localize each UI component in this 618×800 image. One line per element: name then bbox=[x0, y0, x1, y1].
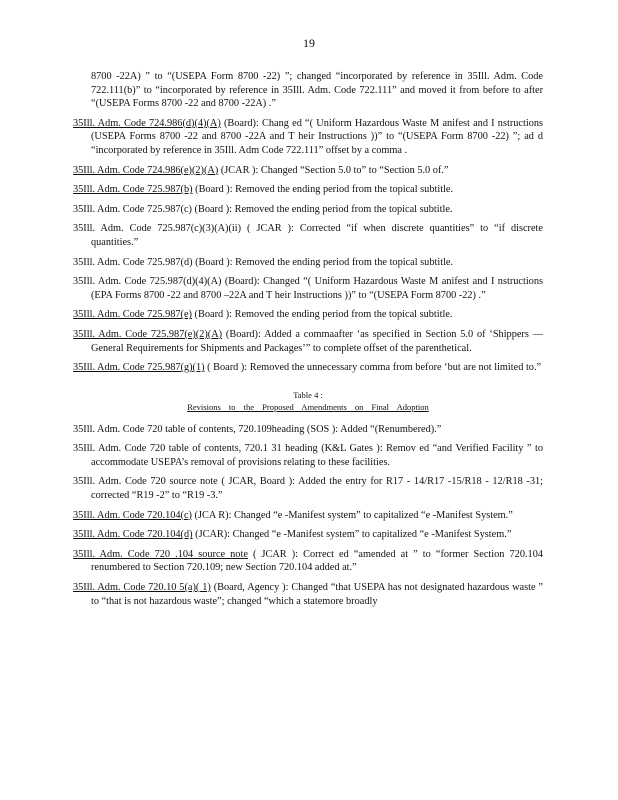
entry bbox=[73, 528, 543, 542]
entry-text: 35Ill. Adm. Code 725.987(d) (Board ): Removed the ending period from the topical subtitle. bbox=[73, 256, 454, 268]
entry-text: 35Ill. Adm. Code 725.987(c) (Board ): Removed the ending period from the topical subtitle. bbox=[73, 203, 453, 215]
continuation-paragraph: 8700 -22A) ” to “(USEPA Form 8700 -22) ”; changed “incorporated by reference in 35Ill. Adm. Code 722.111(b)” to “incorporated by reference in 35Ill. Adm. Code 722.111” and moved it from before to after “(USEPA Forms 8700 -22 and 8700 -22A) .” bbox=[91, 71, 543, 110]
entry bbox=[73, 117, 543, 158]
entry-text: (JCA R): Changed “e -Manifest system” to capitalized “e -Manifest System.” bbox=[191, 509, 513, 521]
entry-text: ( JCAR ): Correct ed “amended at ” to “former Section 720.104 renumbered to Section 720.109; new Section 720.104 added at.” bbox=[91, 548, 543, 574]
entry-text: (JCAR): Changed “e -Manifest system” to capitalized “e -Manifest System.” bbox=[192, 529, 512, 541]
citation: 35Ill. Adm. Code 725.987(e)(2)(A) bbox=[73, 328, 223, 340]
entry-text: (Board ): Removed the ending period from the topical subtitle. bbox=[192, 184, 454, 196]
entry-text: 35Ill. Adm. Code 725.987(d)(4)(A) (Board): Changed “( Uniform Hazardous Waste M anifest and I nstructions (EPA Forms 8700 -22 and 8700 –22A and T heir Instructions ))” to “(USEPA Form 8700 -22) .” bbox=[73, 276, 543, 301]
citation: 35Ill. Adm. Code 720.104(c) bbox=[73, 509, 192, 521]
entry-text: (Board): Chang ed “( Uniform Hazardous Waste M anifest and I nstructions (USEPA Forms 8700 -22 and 8700 -22A and T heir Instructions ))” to “(USEPA Form 8700 -22) ”; ad d “incorporated by reference in 35Ill. Adm Code 722.111” offset by a comma . bbox=[91, 117, 543, 156]
entry bbox=[73, 164, 543, 178]
table-caption: Revisions to the Proposed Amendments on Final Adoption bbox=[187, 401, 429, 412]
citation: 35Ill. Adm. Code 725.987(e) bbox=[73, 309, 192, 321]
entry bbox=[73, 222, 543, 249]
entry bbox=[73, 423, 543, 437]
entry-text: (Board, Agency ): Changed “that USEPA has not designated hazardous waste ” to “that is not hazardous waste”; changed “which a statemore broadly bbox=[91, 582, 543, 607]
entry bbox=[73, 203, 543, 217]
entry bbox=[73, 509, 543, 523]
entry bbox=[73, 275, 543, 302]
entry-text: (Board): Added a commaafter ‘as specified in Section 5.0 of ‘Shippers — General Requirements for Shipments and Packages’” to complete offset of the parenthetical. bbox=[91, 328, 543, 354]
entry bbox=[73, 548, 543, 575]
citation: 35Ill. Adm. Code 720 .104 source note bbox=[73, 548, 248, 560]
document-body bbox=[73, 70, 543, 614]
entry bbox=[73, 183, 543, 197]
entry bbox=[73, 581, 543, 608]
page-number: 19 bbox=[303, 36, 315, 50]
entry bbox=[73, 475, 543, 502]
entry bbox=[73, 328, 543, 355]
entry bbox=[73, 442, 543, 469]
citation: 35Ill. Adm. Code 724.986(d)(4)(A) bbox=[73, 117, 221, 129]
table-title: Table 4 : bbox=[293, 389, 323, 400]
citation: 35Ill. Adm. Code 725.987(b) bbox=[73, 184, 193, 196]
citation: 35Ill. Adm. Code 724.986(e)(2)(A) bbox=[73, 164, 219, 176]
table-heading bbox=[73, 389, 543, 413]
entries-after-table bbox=[73, 423, 543, 609]
entry bbox=[73, 256, 543, 270]
entry bbox=[73, 308, 543, 322]
entry-text: (JCAR ): Changed “Section 5.0 to” to “Section 5.0 of.” bbox=[218, 164, 449, 176]
entry-text: 35Ill. Adm. Code 720 source note ( JCAR, Board ): Added the entry for R17 - 14/R17 -15/R18 - 12/R18 -31; corrected “R19 -2” to “R19 -3.” bbox=[73, 476, 543, 502]
entry-text: ( Board ): Removed the unnecessary comma from before ‘but are not limited to.” bbox=[204, 362, 542, 374]
entry-text: 35Ill. Adm. Code 720 table of contents, 720.1 31 heading (K&L Gates ): Remov ed “and Verified Facility ” to accommodate USEPA’s removal of provisions relating to these facilities. bbox=[73, 443, 543, 468]
entry bbox=[73, 361, 543, 375]
citation: 35Ill. Adm. Code 725.987(g)(1) bbox=[73, 362, 205, 374]
citation: 35Ill. Adm. Code 720.10 5(a)( 1) bbox=[73, 582, 211, 594]
entry-text: 35Ill. Adm. Code 720 table of contents, 720.109heading (SOS ): Added “(Renumbered).” bbox=[73, 423, 442, 435]
entry-text: (Board ): Removed the ending period from the topical subtitle. bbox=[191, 309, 453, 321]
entry-text: 35Ill. Adm. Code 725.987(c)(3)(A)(ii) ( JCAR ): Corrected “if when discrete quantities” to “if discrete quantities.” bbox=[73, 223, 543, 248]
entries-before-table bbox=[73, 117, 543, 375]
citation: 35Ill. Adm. Code 720.104(d) bbox=[73, 529, 193, 541]
